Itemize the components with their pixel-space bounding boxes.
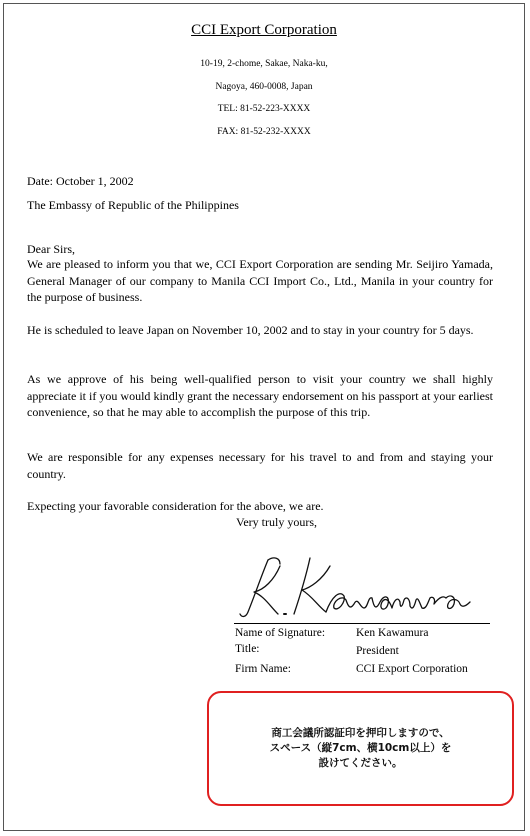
name-of-signature-value: Ken Kawamura <box>356 627 429 639</box>
fax: FAX: 81-52-232-XXXX <box>217 127 311 137</box>
title-label: Title: <box>235 643 260 655</box>
body-paragraph-4: We are responsible for any expenses necessary for his travel to and from and staying your country. <box>27 450 493 481</box>
complimentary-close: Very truly yours, <box>236 515 317 529</box>
salutation: Dear Sirs, <box>27 242 75 256</box>
signature-line <box>234 623 490 624</box>
address-line-1: 10-19, 2-chome, Sakae, Naka-ku, <box>200 59 328 69</box>
name-of-signature-label: Name of Signature: <box>235 627 326 639</box>
handwritten-signature <box>234 552 494 624</box>
closing-line: Expecting your favorable consideration for the above, we are. <box>27 499 324 513</box>
body-paragraph-2: He is scheduled to leave Japan on November 10, 2002 and to stay in your country for 5 days. <box>27 323 474 337</box>
title-value: President <box>356 645 399 657</box>
body-paragraph-3: As we approve of his being well-qualified person to visit your country we shall highly appreciate it if you would kindly grant the necessary endorsement on his passport at your earliest convenience, so that he may able to accomplish the purpose of this trip. <box>27 372 493 419</box>
firm-name-value: CCI Export Corporation <box>356 663 468 675</box>
stamp-space-note <box>207 691 514 806</box>
recipient: The Embassy of Republic of the Philippines <box>27 198 239 212</box>
body-paragraph-1: We are pleased to inform you that we, CCI Export Corporation are sending Mr. Seijiro Yamada, General Manager of our company to Manila CCI Import Co., Ltd., Manila in your country for the purpose of business. <box>27 257 493 304</box>
letter-page <box>3 3 525 831</box>
stamp-space-note-text: 商工会議所認証印を押印しますので、 スペース（縦7cm、横10cm以上）を 設けてください。 <box>269 727 452 769</box>
firm-name-label: Firm Name: <box>235 663 291 675</box>
address-line-2: Nagoya, 460-0008, Japan <box>215 82 313 92</box>
company-name: CCI Export Corporation <box>191 22 337 38</box>
letter-date: Date: October 1, 2002 <box>27 174 134 188</box>
telephone: TEL: 81-52-223-XXXX <box>217 104 311 114</box>
